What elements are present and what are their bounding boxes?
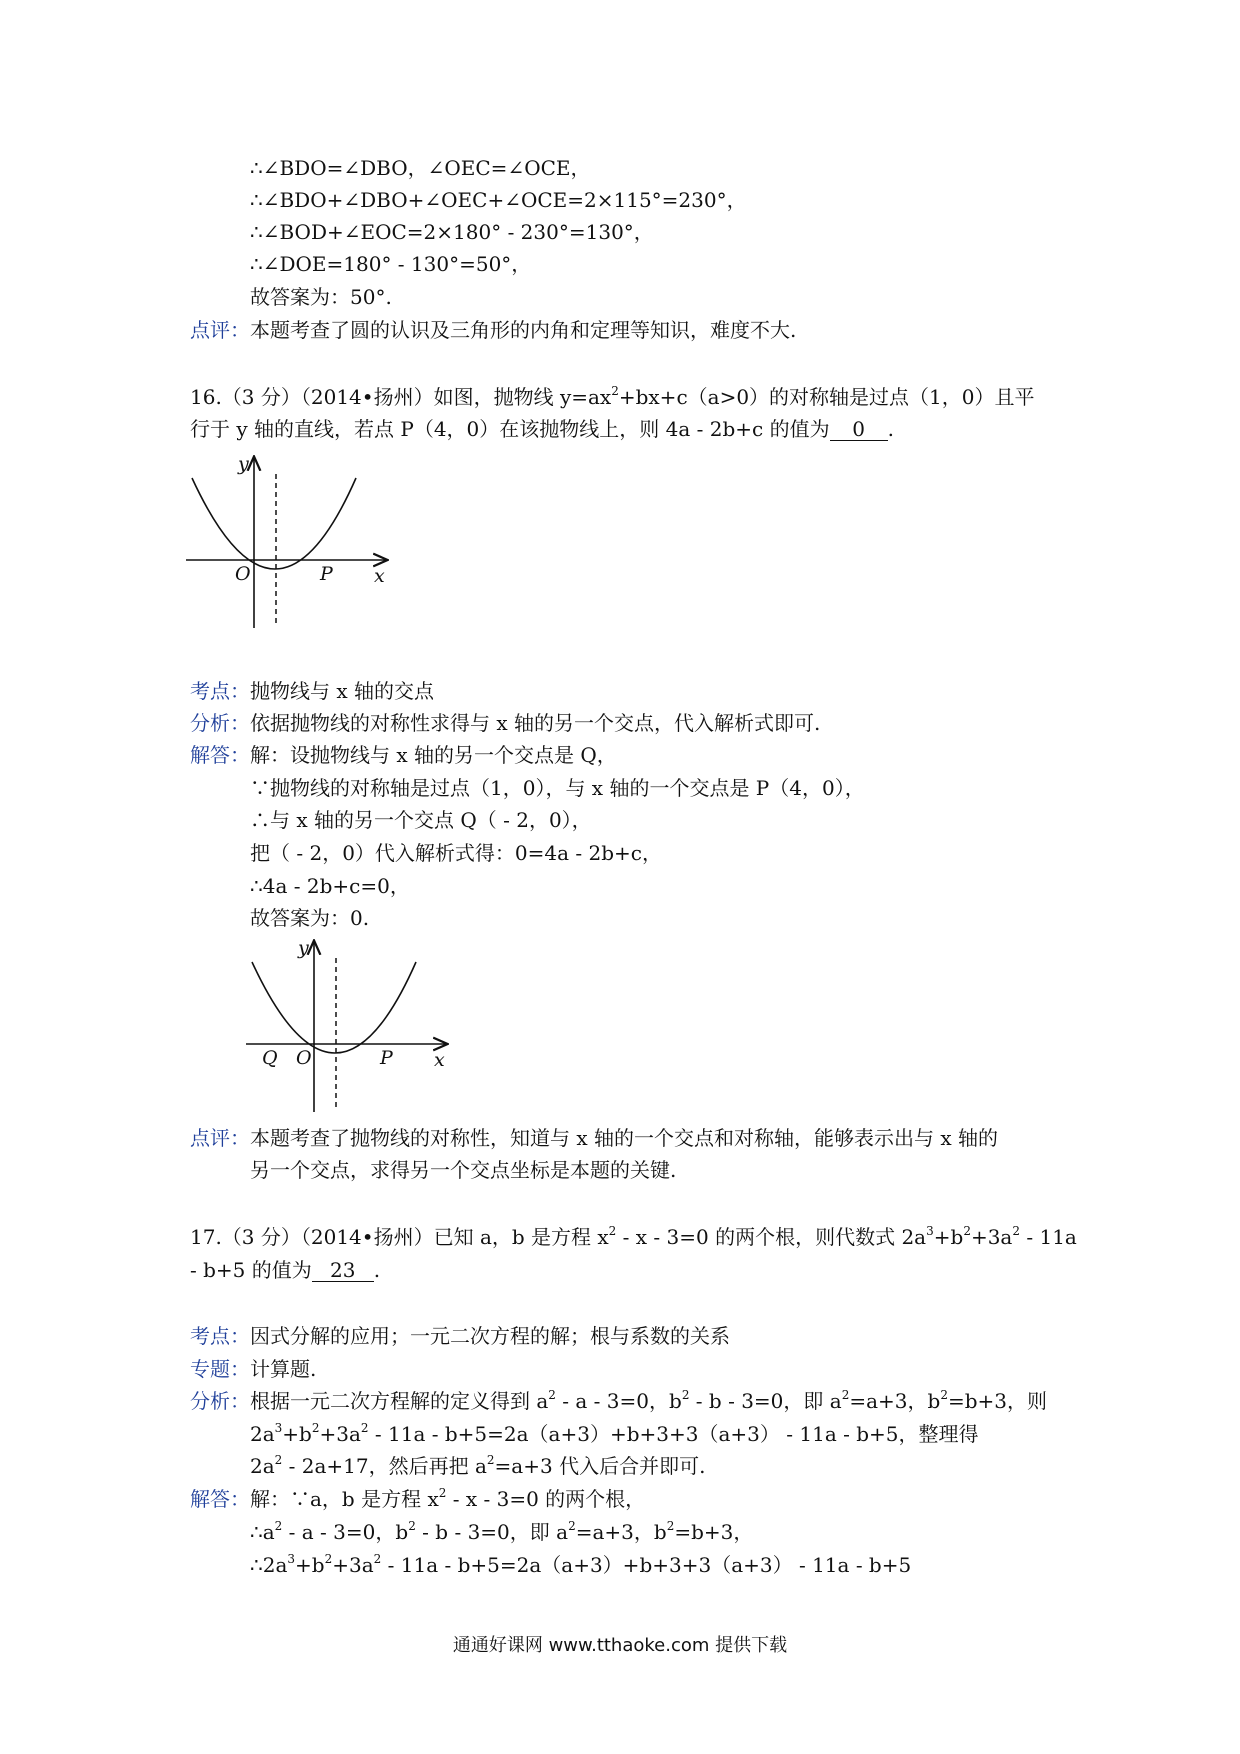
- zhuanti-text: 计算题.: [250, 1357, 317, 1381]
- page-footer: 通通好课网 www.tthaoke.com 提供下载: [452, 1635, 788, 1656]
- sup: 2: [274, 1453, 283, 1467]
- kaodian-text: 因式分解的应用；一元二次方程的解；根与系数的关系: [250, 1324, 730, 1348]
- prev-line-5: 故答案为：50°.: [250, 285, 392, 309]
- fig1-x-label: x: [374, 565, 385, 587]
- q17-a: 17.（3 分）（2014•扬州）已知 a，b 是方程 x: [190, 1225, 609, 1249]
- q17-jieda-1: [190, 1485, 645, 1513]
- q17-fenxi-1: [190, 1387, 1047, 1415]
- sup: 3: [287, 1552, 296, 1566]
- q17-fenxi-3: [250, 1452, 705, 1480]
- q16-solution-figure: [246, 934, 456, 1124]
- j2b: - a - 3=0，b: [282, 1520, 409, 1544]
- q17-kaodian: [190, 1322, 730, 1350]
- q17-f: - b+5 的值为: [190, 1258, 312, 1282]
- fig2-p-label: P: [380, 1047, 393, 1069]
- sup: 2: [548, 1388, 556, 1402]
- sup: 2: [963, 1224, 971, 1238]
- sup: 2: [940, 1388, 948, 1402]
- sup: 2: [324, 1552, 333, 1566]
- prev-line-1: ∴∠BDO=∠DBO，∠OEC=∠OCE，: [250, 156, 591, 180]
- sup: 2: [274, 1519, 283, 1533]
- jieda-label: 解答：: [190, 743, 250, 767]
- sup: 2: [841, 1388, 850, 1402]
- fig1-p-label: P: [320, 563, 333, 585]
- fig2-y-label: y: [298, 937, 309, 959]
- f3b: - 2a+17，然后再把 a: [282, 1454, 487, 1478]
- sup: 2: [438, 1486, 447, 1500]
- sup: 2: [568, 1519, 576, 1533]
- f1d: =a+3，b: [849, 1389, 941, 1413]
- j3b: +b: [295, 1553, 325, 1577]
- sup: 2: [608, 1224, 617, 1238]
- f1b: - a - 3=0，b: [555, 1389, 682, 1413]
- q16-kaodian: [190, 677, 434, 705]
- q17-c: +b: [933, 1225, 964, 1249]
- q16-parabola-figure: [186, 448, 396, 638]
- j3c: +3a: [332, 1553, 374, 1577]
- prev-line-2: ∴∠BDO+∠DBO+∠OEC+∠OCE=2×115°=230°，: [250, 188, 747, 212]
- q17-e: - 11a: [1020, 1225, 1077, 1249]
- j1a: 解：∵a，b 是方程 x: [250, 1487, 439, 1511]
- q17-jieda-3: [250, 1551, 911, 1579]
- q16-stem-line-2: [190, 415, 894, 443]
- j2e: =b+3，: [674, 1520, 754, 1544]
- jieda-label: 解答：: [190, 1487, 250, 1511]
- j3a: ∴2a: [250, 1553, 288, 1577]
- comment-text: 本题考查了圆的认识及三角形的内角和定理等知识，难度不大.: [250, 318, 797, 342]
- fenxi-label: 分析：: [190, 711, 250, 735]
- f1e: =b+3，则: [947, 1389, 1047, 1413]
- zhuanti-label: 专题：: [190, 1357, 250, 1381]
- solution-line-5: ∴4a - 2b+c=0，: [250, 874, 410, 898]
- q17-fenxi-2: [250, 1420, 979, 1448]
- q16-stem-c: 行于 y 轴的直线，若点 P（4，0）在该抛物线上，则 4a - 2b+c 的值为: [190, 417, 830, 441]
- j1b: - x - 3=0 的两个根，: [446, 1487, 646, 1511]
- fig2-q-label: Q: [262, 1047, 278, 1069]
- kaodian-label: 考点：: [190, 679, 250, 703]
- q17-end: .: [373, 1258, 381, 1282]
- f2c: +3a: [319, 1422, 361, 1446]
- solution-line-1: 解：设抛物线与 x 轴的另一个交点是 Q，: [250, 743, 617, 767]
- fig1-origin-label: O: [235, 563, 251, 585]
- q17-stem-line-2: [190, 1256, 380, 1284]
- prev-line-3: ∴∠BOD+∠EOC=2×180° - 230°=130°，: [250, 220, 654, 244]
- f1a: 根据一元二次方程解的定义得到 a: [250, 1389, 549, 1413]
- q16-stem-b: +bx+c（a>0）的对称轴是过点（1，0）且平: [618, 385, 1035, 409]
- solution-line-2: ∵抛物线的对称轴是过点（1，0），与 x 轴的一个交点是 P（4，0），: [250, 776, 865, 800]
- sup: 2: [681, 1388, 690, 1402]
- f3a: 2a: [250, 1454, 275, 1478]
- fig1-y-label: y: [238, 453, 249, 475]
- kaodian-label: 考点：: [190, 1324, 250, 1348]
- f2a: 2a: [250, 1422, 275, 1446]
- sup: 2: [486, 1453, 495, 1467]
- sup: 2: [311, 1421, 320, 1435]
- dianping-label: 点评：: [190, 1126, 250, 1150]
- sup: 2: [373, 1552, 382, 1566]
- solution-line-4: 把（ - 2，0）代入解析式得：0=4a - 2b+c，: [250, 841, 663, 865]
- q17-b: - x - 3=0 的两个根，则代数式 2a: [616, 1225, 927, 1249]
- fenxi-text: 依据抛物线的对称性求得与 x 轴的另一个交点，代入解析式即可.: [250, 711, 821, 735]
- fig2-origin-label: O: [296, 1047, 312, 1069]
- q16-stem-a: 16.（3 分）（2014•扬州）如图，抛物线 y=ax: [190, 385, 612, 409]
- j3d: - 11a - b+5=2a（a+3）+b+3+3（a+3） - 11a - b+5: [381, 1553, 912, 1577]
- sup: 2: [666, 1519, 675, 1533]
- q16-stem-sup: 2: [611, 384, 619, 398]
- q17-stem-line-1: [190, 1223, 1077, 1251]
- q17-d: +3a: [970, 1225, 1013, 1249]
- q16-dianping-2: 另一个交点，求得另一个交点坐标是本题的关键.: [250, 1158, 677, 1182]
- j2c: - b - 3=0，即 a: [415, 1520, 569, 1544]
- kaodian-text: 抛物线与 x 轴的交点: [250, 679, 434, 703]
- sup: 2: [1012, 1224, 1020, 1238]
- prev-line-4: ∴∠DOE=180° - 130°=50°，: [250, 252, 532, 276]
- q16-jieda: [190, 741, 617, 769]
- q16-stem-end: .: [887, 417, 894, 441]
- sup: 3: [274, 1421, 283, 1435]
- q17-zhuanti: [190, 1355, 316, 1383]
- f3c: =a+3 代入后合并即可.: [494, 1454, 706, 1478]
- f1c: - b - 3=0，即 a: [689, 1389, 842, 1413]
- q17-jieda-2: [250, 1518, 753, 1546]
- prev-comment: [190, 316, 796, 344]
- j2a: ∴a: [250, 1520, 275, 1544]
- f2d: - 11a - b+5=2a（a+3）+b+3+3（a+3） - 11a - b+5，整理得: [368, 1422, 979, 1446]
- q16-stem-line-1: [190, 383, 1035, 411]
- j2d: =a+3，b: [575, 1520, 667, 1544]
- sup: 2: [360, 1421, 369, 1435]
- comment-label: 点评：: [190, 318, 250, 342]
- q16-answer-blank: 0: [830, 418, 888, 441]
- sup: 3: [926, 1224, 934, 1238]
- solution-line-6: 故答案为：0.: [250, 906, 370, 930]
- f2b: +b: [282, 1422, 312, 1446]
- dianping-text-1: 本题考查了抛物线的对称性，知道与 x 轴的一个交点和对称轴，能够表示出与 x 轴的: [250, 1126, 998, 1150]
- q16-fenxi: [190, 709, 820, 737]
- fig2-x-label: x: [434, 1049, 445, 1071]
- solution-line-3: ∴与 x 轴的另一个交点 Q（ - 2，0），: [250, 808, 592, 832]
- q16-dianping: [190, 1124, 998, 1152]
- sup: 2: [408, 1519, 416, 1533]
- q17-answer-blank: 23: [312, 1259, 374, 1282]
- fenxi-label: 分析：: [190, 1389, 250, 1413]
